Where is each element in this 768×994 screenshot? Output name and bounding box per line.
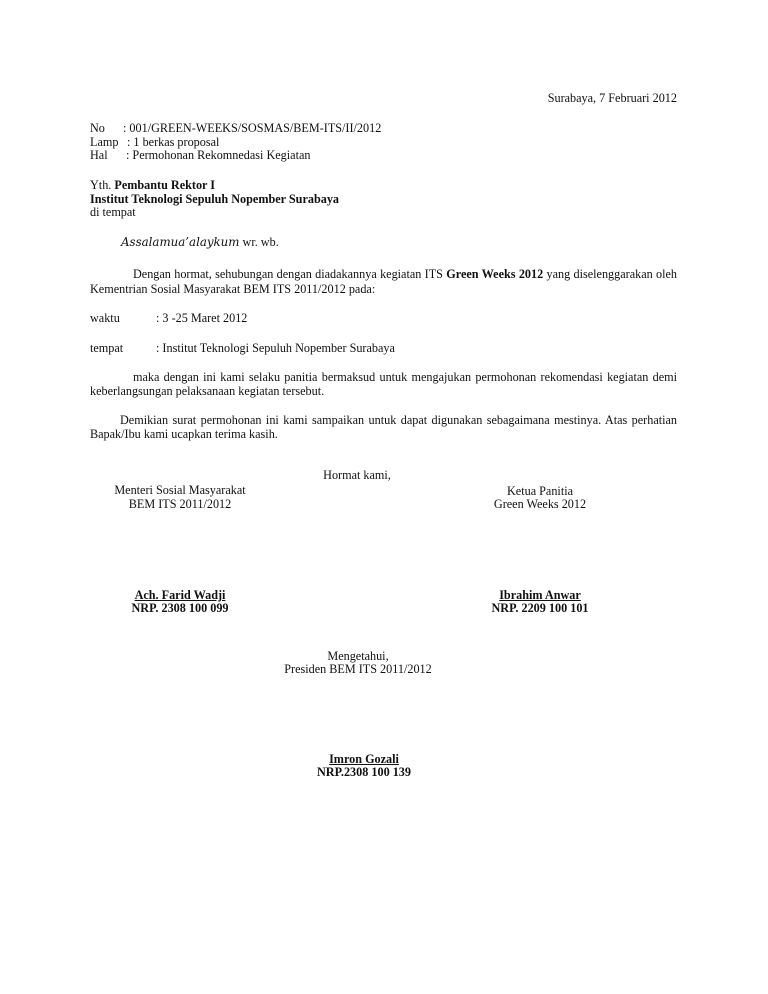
acknowledge-label: Mengetahui, <box>327 649 389 663</box>
detail-waktu-value: : 3 -25 Maret 2012 <box>156 311 248 325</box>
detail-waktu <box>90 311 247 325</box>
meta-lamp-value: : 1 berkas proposal <box>127 135 220 149</box>
recipient-location: di tempat <box>90 205 136 219</box>
center-nrp: NRP.2308 100 139 <box>316 765 411 779</box>
closing-paragraph: Demikian surat permohonan ini kami sampaikan untuk dapat digunakan sebagaimana mestinya. Atas perhatian Bapak/Ibu kami ucapkan terima kasih. <box>90 413 677 441</box>
detail-tempat-label: tempat <box>90 341 124 355</box>
center-name: Imron Gozali <box>329 752 399 766</box>
meta-hal-label: Hal <box>90 148 108 162</box>
left-nrp: NRP. 2308 100 099 <box>131 601 229 615</box>
greeting-rest: wr. wb. <box>242 235 279 249</box>
event-name: Green Weeks 2012 <box>446 267 544 281</box>
opening-paragraph <box>90 267 677 297</box>
right-role-line2: Green Weeks 2012 <box>493 497 587 511</box>
right-nrp: NRP. 2209 100 101 <box>491 601 589 615</box>
right-name-wrap <box>440 588 640 602</box>
recipient-title-line <box>90 178 215 192</box>
meta-no-value: : 001/GREEN-WEEKS/SOSMAS/BEM-ITS/II/2012 <box>123 121 382 135</box>
place-date: Surabaya, 7 Februari 2012 <box>547 91 677 105</box>
greeting-salutation: Assalamua’alaykum <box>121 235 240 249</box>
opening-part2: yang diselenggarakan oleh Kementrian Sosial Masyarakat BEM ITS 2011/2012 pada: <box>90 267 678 296</box>
left-role-line2: BEM ITS 2011/2012 <box>128 497 232 511</box>
left-role-line1: Menteri Sosial Masyarakat <box>114 483 246 497</box>
recipient-institution: Institut Teknologi Sepuluh Nopember Surabaya <box>90 192 340 206</box>
meta-hal-value: : Permohonan Rekomnedasi Kegiatan <box>126 148 311 162</box>
regards: Hormat kami, <box>323 468 391 482</box>
meta-lamp <box>90 135 219 149</box>
meta-no <box>90 121 381 135</box>
meta-no-label: No <box>90 121 105 135</box>
right-name: Ibrahim Anwar <box>499 588 581 602</box>
left-name-wrap <box>80 588 280 602</box>
greeting <box>121 235 279 249</box>
opening-part1: Dengan hormat, sehubungan dengan diadakannya kegiatan ITS <box>133 267 443 281</box>
recipient-prefix: Yth. <box>90 178 112 192</box>
body-paragraph: maka dengan ini kami selaku panitia bermaksud untuk mengajukan permohonan rekomendasi kegiatan demi keberlangsungan pelaksanaan kegiatan tersebut. <box>90 370 677 398</box>
detail-tempat <box>90 341 395 355</box>
right-role-line1: Ketua Panitia <box>507 484 573 498</box>
detail-waktu-label: waktu <box>90 311 120 325</box>
meta-hal <box>90 148 310 162</box>
recipient-title: Pembantu Rektor I <box>114 178 216 192</box>
detail-tempat-value: : Institut Teknologi Sepuluh Nopember Surabaya <box>156 341 395 355</box>
center-role-line1: Presiden BEM ITS 2011/2012 <box>284 662 432 676</box>
meta-lamp-label: Lamp <box>90 135 119 149</box>
left-name: Ach. Farid Wadji <box>134 588 226 602</box>
center-name-wrap <box>264 752 464 766</box>
